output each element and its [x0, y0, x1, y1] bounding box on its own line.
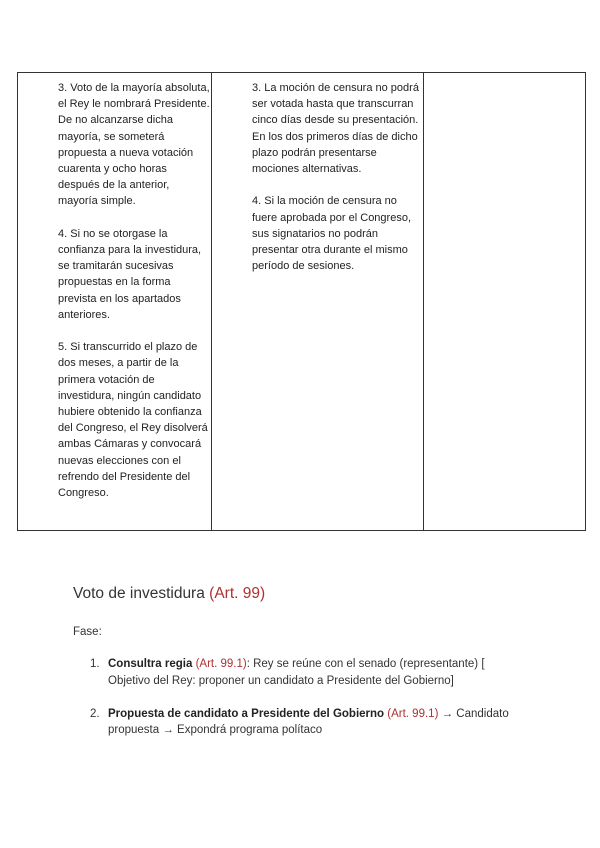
- fase-list: [90, 656, 520, 755]
- table-column-investidura: [18, 73, 212, 530]
- list-number: 2.: [90, 707, 100, 720]
- table-paragraph: 3. La moción de censura no podrá ser votada hasta que transcurran cinco días desde su presentación. En los dos primeros días de dicho plazo podrán presentarse mociones alternativas.: [252, 82, 419, 176]
- item-description: → Candidato propuesta → Expondrá programa polítaco: [108, 707, 509, 736]
- list-item: [90, 706, 520, 739]
- table-paragraph: 3. Voto de la mayoría absoluta, el Rey le nombrará Presidente. De no alcanzarse dicha mayoría, se someterá propuesta a nueva votación cuarenta y ocho horas después de la anterior, mayoría simple.: [58, 82, 210, 208]
- table-paragraph: 4. Si la moción de censura no fuere aprobada por el Congreso, sus signatarios no podrán presentar otra durante el mismo período de sesiones.: [252, 195, 411, 273]
- article-reference: (Art. 99.1): [387, 707, 439, 720]
- list-item: [90, 656, 520, 689]
- table-paragraph: 5. Si transcurrido el plazo de dos meses, a partir de la primera votación de investidura, ningún candidato hubiere obtenido la confianza del Congreso, el Rey disolverá ambas Cámaras y convocará nuevas elecciones con el refrendo del Presidente del Congreso.: [58, 341, 208, 500]
- articles-table: [17, 72, 586, 531]
- fase-label: Fase:: [73, 626, 102, 638]
- section-heading: [73, 585, 265, 603]
- list-number: 1.: [90, 658, 100, 670]
- item-title: Propuesta de candidato a Presidente del Gobierno: [108, 707, 385, 720]
- article-reference: (Art. 99): [209, 585, 266, 602]
- item-description: : Rey se reúne con el senado (representante) [ Objetivo del Rey: proponer un candidato a Presidente del Gobierno]: [108, 658, 485, 687]
- table-paragraph: 4. Si no se otorgase la confianza para la investidura, se tramitarán sucesivas propuestas en la forma prevista en los apartados anteriores.: [58, 227, 202, 321]
- article-reference: (Art. 99.1): [195, 658, 247, 670]
- section-title: Voto de investidura: [73, 585, 205, 602]
- item-title: Consultra regia: [108, 658, 193, 670]
- table-column-mocion-censura: [212, 73, 424, 530]
- table-column-empty: [424, 73, 585, 530]
